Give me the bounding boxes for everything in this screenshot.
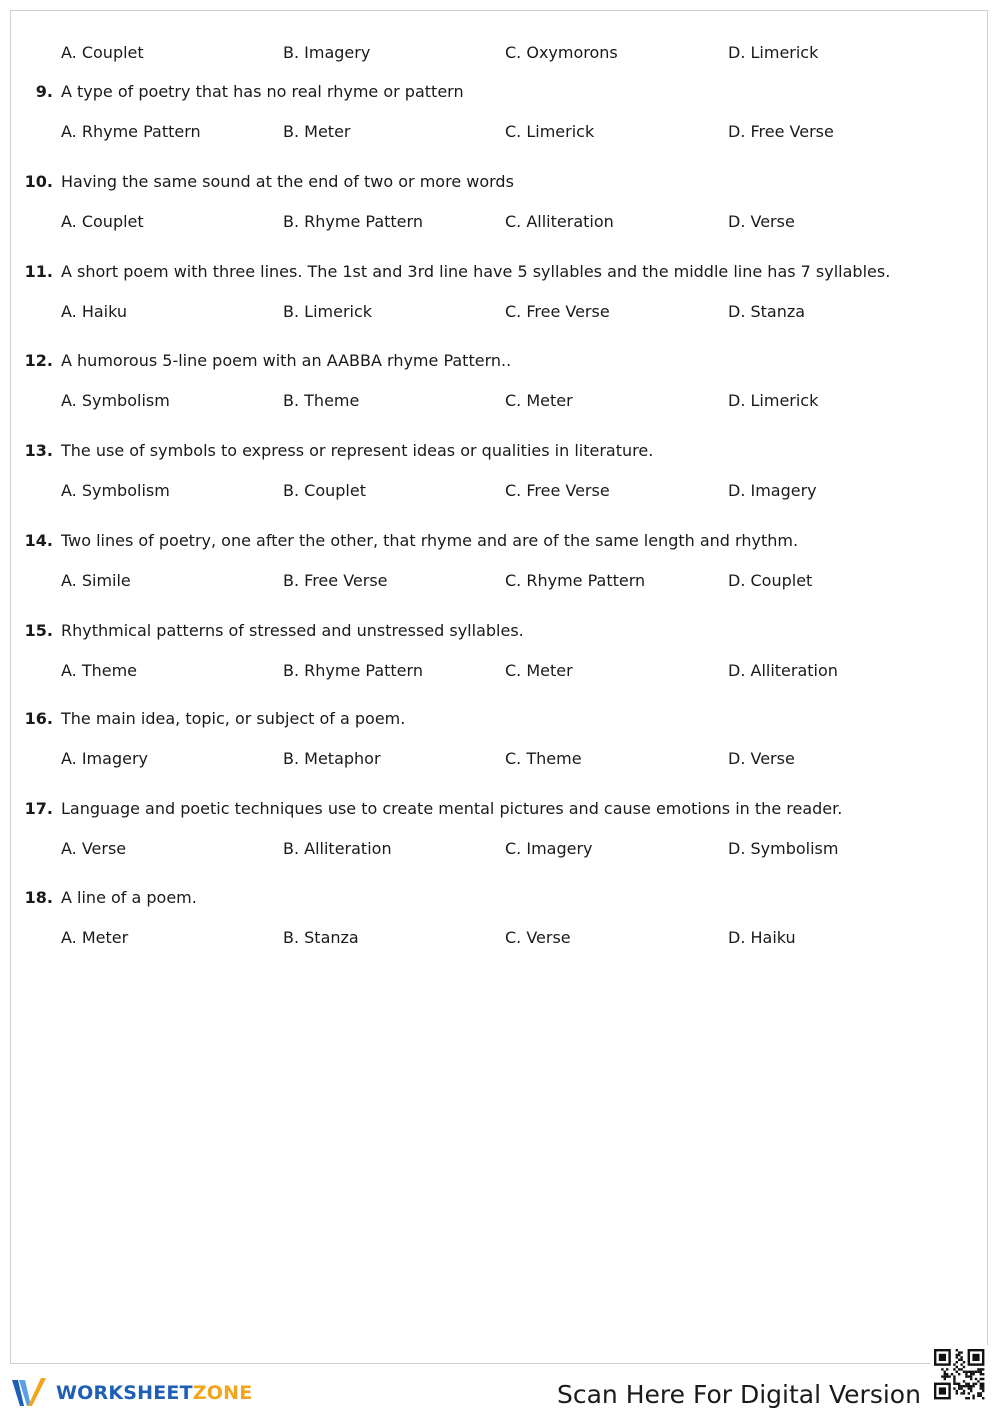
- option-a[interactable]: A. Rhyme Pattern: [61, 122, 201, 141]
- option-b[interactable]: B. Alliteration: [283, 839, 392, 858]
- option-d[interactable]: D. Verse: [728, 749, 795, 768]
- question-text: Two lines of poetry, one after the other, that rhyme and are of the same length and rhythm.: [61, 531, 799, 550]
- question-10: [11, 171, 989, 241]
- question-text: Having the same sound at the end of two or more words: [61, 172, 514, 191]
- option-c[interactable]: C. Theme: [505, 749, 582, 768]
- worksheetzone-logo[interactable]: [10, 1376, 252, 1410]
- option-b[interactable]: B. Limerick: [283, 302, 373, 321]
- question-12: [11, 350, 989, 420]
- options-row: [11, 660, 989, 682]
- question-17: [11, 798, 989, 868]
- question-14: [11, 530, 989, 600]
- option-d[interactable]: D. Stanza: [728, 302, 806, 321]
- options-row: [11, 301, 989, 323]
- options-row: [11, 42, 989, 64]
- question-9: [11, 81, 989, 151]
- question-text: A line of a poem.: [61, 888, 197, 907]
- logo-text: [56, 1382, 252, 1404]
- option-c[interactable]: C. Imagery: [505, 839, 593, 858]
- option-b[interactable]: B. Stanza: [283, 928, 359, 947]
- question-text: A short poem with three lines. The 1st and 3rd line have 5 syllables and the middle line has 7 syllables.: [61, 262, 891, 281]
- option-c[interactable]: C. Limerick: [505, 122, 595, 141]
- question-13: [11, 440, 989, 510]
- question-11: [11, 261, 989, 331]
- option-c[interactable]: C. Meter: [505, 391, 573, 410]
- question-number: 14.: [24, 531, 53, 550]
- option-d[interactable]: D. Haiku: [728, 928, 796, 947]
- options-row: [11, 390, 989, 412]
- option-a[interactable]: A. Imagery: [61, 749, 148, 768]
- worksheet-page: [10, 10, 988, 1364]
- option-a[interactable]: A. Theme: [61, 661, 138, 680]
- option-b[interactable]: B. Theme: [283, 391, 360, 410]
- question-number: 11.: [24, 262, 53, 281]
- option-d[interactable]: D. Limerick: [728, 43, 819, 62]
- option-c[interactable]: C. Rhyme Pattern: [505, 571, 646, 590]
- question-8-options: [11, 42, 989, 64]
- question-text: The use of symbols to express or represent ideas or qualities in literature.: [61, 441, 654, 460]
- option-c[interactable]: C. Free Verse: [505, 481, 610, 500]
- option-d[interactable]: D. Imagery: [728, 481, 817, 500]
- question-number: 18.: [24, 888, 53, 907]
- option-c[interactable]: C. Oxymorons: [505, 43, 618, 62]
- option-a[interactable]: A. Couplet: [61, 43, 144, 62]
- question-15: [11, 620, 989, 690]
- question-18: [11, 887, 989, 957]
- logo-word-zone: ZONE: [192, 1382, 253, 1404]
- option-a[interactable]: A. Simile: [61, 571, 131, 590]
- option-b[interactable]: B. Metaphor: [283, 749, 381, 768]
- scan-label: Scan Here For Digital Version: [557, 1380, 921, 1409]
- options-row: [11, 838, 989, 860]
- option-b[interactable]: B. Rhyme Pattern: [283, 212, 423, 231]
- option-c[interactable]: C. Meter: [505, 661, 573, 680]
- option-b[interactable]: B. Couplet: [283, 481, 366, 500]
- option-b[interactable]: B. Meter: [283, 122, 351, 141]
- option-a[interactable]: A. Haiku: [61, 302, 128, 321]
- option-d[interactable]: D. Alliteration: [728, 661, 838, 680]
- option-b[interactable]: B. Free Verse: [283, 571, 388, 590]
- option-c[interactable]: C. Verse: [505, 928, 571, 947]
- options-row: [11, 480, 989, 502]
- question-number: 12.: [24, 351, 53, 370]
- option-a[interactable]: A. Symbolism: [61, 391, 170, 410]
- logo-word-worksheet: WORKSHEET: [56, 1382, 193, 1404]
- options-row: [11, 927, 989, 949]
- question-number: 15.: [24, 621, 53, 640]
- question-text: Language and poetic techniques use to create mental pictures and cause emotions in the reader.: [61, 799, 843, 818]
- option-d[interactable]: D. Couplet: [728, 571, 813, 590]
- option-a[interactable]: A. Couplet: [61, 212, 144, 231]
- question-text: Rhythmical patterns of stressed and unstressed syllables.: [61, 621, 524, 640]
- options-row: [11, 121, 989, 143]
- option-d[interactable]: D. Symbolism: [728, 839, 839, 858]
- w-logo-icon: [10, 1376, 50, 1410]
- option-d[interactable]: D. Limerick: [728, 391, 819, 410]
- option-a[interactable]: A. Symbolism: [61, 481, 170, 500]
- options-row: [11, 211, 989, 233]
- option-c[interactable]: C. Alliteration: [505, 212, 614, 231]
- question-number: 16.: [24, 709, 53, 728]
- question-number: 9.: [35, 82, 53, 101]
- qr-code-icon[interactable]: [930, 1345, 990, 1405]
- question-number: 17.: [24, 799, 53, 818]
- option-a[interactable]: A. Verse: [61, 839, 127, 858]
- options-row: [11, 748, 989, 770]
- option-b[interactable]: B. Imagery: [283, 43, 371, 62]
- question-number: 13.: [24, 441, 53, 460]
- question-number: 10.: [24, 172, 53, 191]
- option-b[interactable]: B. Rhyme Pattern: [283, 661, 423, 680]
- options-row: [11, 570, 989, 592]
- question-text: A type of poetry that has no real rhyme or pattern: [61, 82, 464, 101]
- option-d[interactable]: D. Free Verse: [728, 122, 834, 141]
- option-d[interactable]: D. Verse: [728, 212, 795, 231]
- question-text: A humorous 5-line poem with an AABBA rhyme Pattern..: [61, 351, 512, 370]
- question-text: The main idea, topic, or subject of a poem.: [61, 709, 406, 728]
- option-c[interactable]: C. Free Verse: [505, 302, 610, 321]
- question-16: [11, 708, 989, 778]
- option-a[interactable]: A. Meter: [61, 928, 129, 947]
